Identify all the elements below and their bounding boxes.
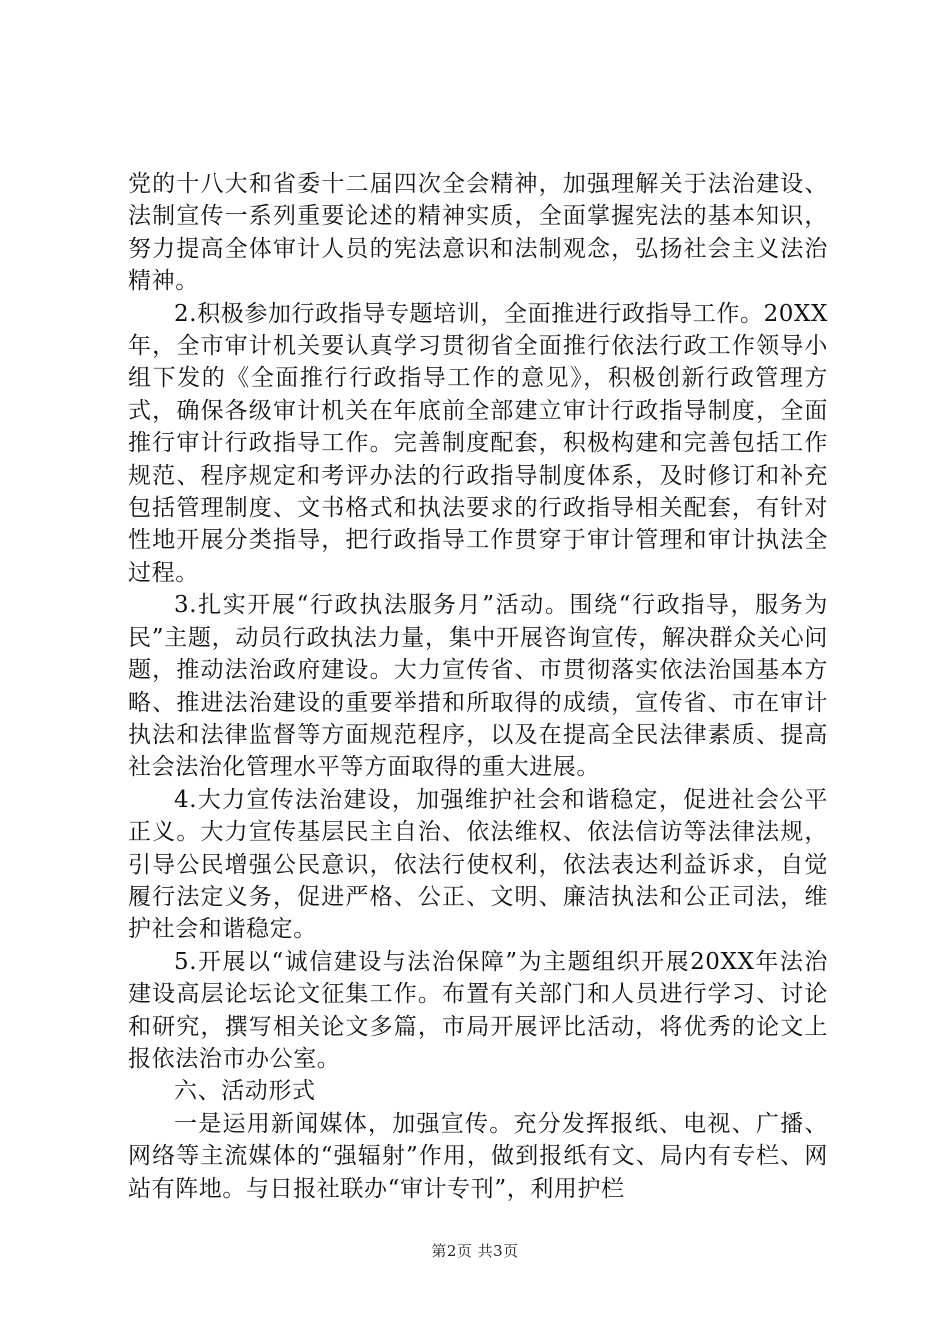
paragraph-2: 2.积极参加行政指导专题培训，全面推进行政指导工作。20XX年，全市审计机关要认真学习贯彻省全面推行依法行政工作领导小组下发的《全面推行行政指导工作的意见》，积极创新行政管理方式，确保各级审计机关在年底前全部建立审计行政指导制度，全面推行审计行政指导工作。完善制度配套，积极构建和完善包括工作规范、程序规定和考评办法的行政指导制度体系，及时修订和补充包括管理制度、文书格式和执法要求的行政指导相关配套，有针对性地开展分类指导，把行政指导工作贯穿于审计管理和审计执法全过程。 (128, 300, 828, 586)
paragraph-3: 3.扎实开展“行政执法服务月”活动。围绕“行政指导，服务为民”主题，动员行政执法力量，集中开展咨询宣传，解决群众关心问题，推动法治政府建设。大力宣传省、市贯彻落实依法治国基本方略、推进法治建设的重要举措和所取得的成绩，宣传省、市在审计执法和法律监督等方面规范程序，以及在提高全民法律素质、提高社会法治化管理水平等方面取得的重大进展。 (128, 592, 828, 781)
paragraph-1: 党的十八大和省委十二届四次全会精神，加强理解关于法治建设、法制宣传一系列重要论述的精神实质，全面掌握宪法的基本知识，努力提高全体审计人员的宪法意识和法制观念，弘扬社会主义法治精神。 (128, 171, 828, 295)
paragraph-5: 5.开展以“诚信建设与法治保障”为主题组织开展20XX年法治建设高层论坛论文征集工作。布置有关部门和人员进行学习、讨论和研究，撰写相关论文多篇，市局开展评比活动，将优秀的论文上报依法治市办公室。 (128, 948, 828, 1072)
paragraph-6: 一是运用新闻媒体，加强宣传。充分发挥报纸、电视、广播、网络等主流媒体的“强辐射”作用，做到报纸有文、局内有专栏、网站有阵地。与日报社联办“审计专刊”，利用护栏 (128, 1110, 828, 1202)
page-footer: 第2页 共3页 (431, 1242, 519, 1260)
section-heading-activity-forms: 六、活动形式 (174, 1078, 316, 1105)
document-body (128, 168, 828, 1205)
paragraph-4: 4.大力宣传法治建设，加强维护社会和谐稳定，促进社会公平正义。大力宣传基层民主自治、依法维权、依法信访等法律法规，引导公民增强公民意识，依法行使权利，依法表达利益诉求，自觉履行法定义务，促进严格、公正、文明、廉洁执法和公正司法，维护社会和谐稳定。 (128, 786, 828, 943)
